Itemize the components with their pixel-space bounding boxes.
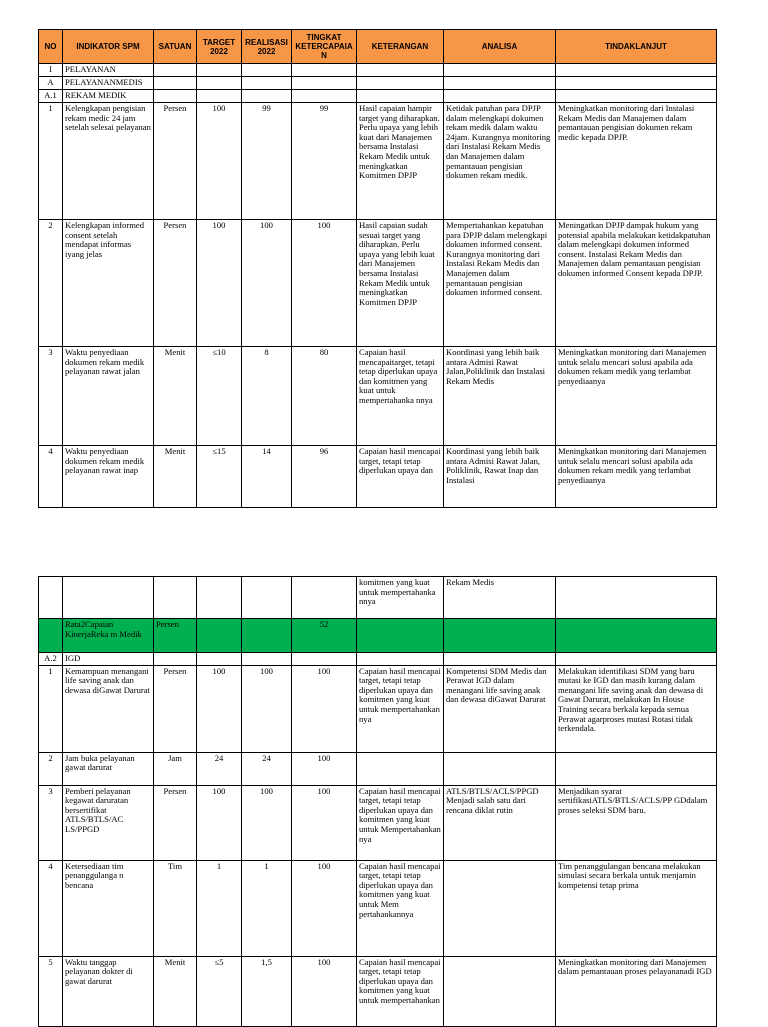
table-row [39, 956, 717, 1026]
cell-realisasi: 8 [242, 347, 292, 446]
cell-tingkat: 100 [292, 860, 357, 956]
average-row [39, 619, 717, 653]
cell-realisasi: 100 [242, 665, 292, 752]
average-satuan: Persen [154, 619, 197, 653]
table-row [39, 665, 717, 752]
cell-tingkat: 99 [292, 103, 357, 220]
cell-target: 24 [197, 752, 242, 785]
table-row [39, 347, 717, 446]
cell-satuan: Menit [154, 956, 197, 1026]
cell-satuan: Persen [154, 665, 197, 752]
cell-analisa [444, 956, 556, 1026]
table-row [39, 103, 717, 220]
cell-indikator: Ketersediaan tim penanggulanga n bencana [63, 860, 154, 956]
cell-satuan: Persen [154, 220, 197, 347]
cell-realisasi: 100 [242, 220, 292, 347]
cell-tindak: Meningatkan DPJP dampak hukum yang potensial apabila melakukan ketidakpatuhan dalam melengkapi dokumen informed consent. Instalasi Rekam Medis dan Manajemen dalam pemantauan pengisian dokumen informed Consent kepada DPJP. [556, 220, 717, 347]
cell-analisa [444, 860, 556, 956]
cell-tingkat: 100 [292, 956, 357, 1026]
header-analisa: ANALISA [444, 30, 556, 64]
cell-tindak: Tim penanggulangan bencana melakukan simulasi secara berkala untuk menjamin kompetensi tetap prima [556, 860, 717, 956]
cell-no: 4 [39, 446, 63, 508]
section-row [39, 64, 717, 77]
cell-realisasi: 100 [242, 785, 292, 860]
section-no: A [39, 77, 63, 90]
cell-indikator: Kelengkapan pengisian rekam medic 24 jam setelah selesai pelayanan [63, 103, 154, 220]
section-row [39, 90, 717, 103]
section-label: IGD [63, 653, 154, 666]
cell-satuan: Persen [154, 785, 197, 860]
cell-satuan: Jam [154, 752, 197, 785]
header-keterangan: KETERANGAN [357, 30, 444, 64]
table-row [39, 752, 717, 785]
average-label: Rata2Capaian KinerjaReka m Medik [63, 619, 154, 653]
cell-indikator: Kemampuan menangani life saving anak dan dewasa diGawat Darurat [63, 665, 154, 752]
section-no: I [39, 64, 63, 77]
cell-target: ≤10 [197, 347, 242, 446]
cell-tingkat: 100 [292, 752, 357, 785]
cell-target: ≤15 [197, 446, 242, 508]
cell-tingkat: 100 [292, 665, 357, 752]
header-satuan: SATUAN [154, 30, 197, 64]
cell-analisa: Mempertahankan kepatuhan para DPJP dalam melengkapi dokumen informed consent. Kurangnya monitoring dari Instalasi Rekam Medis dan Manajemen dalam pemantauan pengisian dokumen informed consent. [444, 220, 556, 347]
cell-satuan: Menit [154, 347, 197, 446]
cell-analisa: Koordinasi yang lebih baik antara Admisi Rawat Jalan,Poliklinik dan Instalasi Rekam Medis [444, 347, 556, 446]
cell-tindak: Meningkatkan monitoring dari Manajemen dalam pemantauan proses pelayananadi IGD [556, 956, 717, 1026]
section-no: A.2 [39, 653, 63, 666]
cell-no: 3 [39, 785, 63, 860]
header-target: TARGET 2022 [197, 30, 242, 64]
section-no: A.1 [39, 90, 63, 103]
cell-target: 1 [197, 860, 242, 956]
cell-no: 2 [39, 220, 63, 347]
cell-tindak: Meningkatkan monitoring dari Manajemen untuk selalu mencari solusi apabila ada dokumen rekam medik yang terlambat penyediaanya [556, 446, 717, 508]
cell-tingkat: 100 [292, 220, 357, 347]
header-tindak: TINDAKLANJUT [556, 30, 717, 64]
cell-target: ≤5 [197, 956, 242, 1026]
cell-tindak [556, 752, 717, 785]
cell-indikator: Kelengkapan informed consent setelah mendapat informas iyang jelas [63, 220, 154, 347]
cell-target: 100 [197, 220, 242, 347]
cell-satuan: Tim [154, 860, 197, 956]
section-label: PELAYANANMEDIS [63, 77, 154, 90]
cell-keterangan: Capaian hasil mencapai target, tetapi tetap diperlukan upaya dan komitmen yang kuat untuk Mempertahankan nya [357, 785, 444, 860]
section-label: PELAYANAN [63, 64, 154, 77]
cell-tindak: Meningkatkan monitoring dari Manajemen untuk selalu mencari solusi apabila ada dokumen rekam medik yang terlambat penyediaanya [556, 347, 717, 446]
cell-tingkat: 100 [292, 785, 357, 860]
cell-target: 100 [197, 103, 242, 220]
cell-keterangan: Hasil capaian sudah sesuai target yang diharapkan. Perlu upaya yang lebih kuat dari Manajemen bersama Instalasi Rekam Medik untuk meningkatkan Komitmen DPJP [357, 220, 444, 347]
cell-tingkat: 96 [292, 446, 357, 508]
cell-no: 1 [39, 665, 63, 752]
cell-target: 100 [197, 785, 242, 860]
section-row [39, 77, 717, 90]
cell-realisasi: 1,5 [242, 956, 292, 1026]
header-no: NO [39, 30, 63, 64]
average-tingkat: 52 [292, 619, 357, 653]
table-row-continued [39, 577, 717, 619]
cell-analisa: Ketidak patuhan para DPJP dalam melengkapi dokumen rekam medik dalam waktu 24jam. Kurangnya monitoring dari Instalasi Rekam Medis dan Manajemen dalam pemantauan pengisian dokumen rekam medik. [444, 103, 556, 220]
cell-target: 100 [197, 665, 242, 752]
cell-realisasi: 99 [242, 103, 292, 220]
spm-table-page-2 [38, 576, 717, 1027]
table-row [39, 785, 717, 860]
cell-keterangan: Capaian hasil mencapai target, tetapi tetap diperlukan upaya dan komitmen yang kuat untuk Mem pertahankannya [357, 860, 444, 956]
cell-no: 2 [39, 752, 63, 785]
section-label: REKAM MEDIK [63, 90, 154, 103]
cell-keterangan: Hasil capaian hampir target yang diharapkan. Perlu upaya yang lebih kuat dari Manajemen bersama Instalasi Rekam Medik untuk meningkatkan Komitmen DPJP [357, 103, 444, 220]
cell-tindak: Menjadikan syarat sertifikasiATLS/BTLS/ACLS/PP GDdalam proses seleksi SDM baru. [556, 785, 717, 860]
cell-indikator: Waktu penyediaan dokumen rekam medik pelayanan rawat jalan [63, 347, 154, 446]
cell-tingkat: 80 [292, 347, 357, 446]
cell-indikator: Waktu tanggap pelayanan dokter di gawat darurat [63, 956, 154, 1026]
header-indikator: INDIKATOR SPM [63, 30, 154, 64]
cell-keterangan: komitmen yang kuat untuk mempertahanka nnya [357, 577, 444, 619]
cell-tindak: Meningkatkan monitoring dari Instalasi Rekam Medis dan Manajemen dalam pemantauan pengisian dokumen rekam medic kepada DPJP. [556, 103, 717, 220]
header-realisasi: REALISASI 2022 [242, 30, 292, 64]
cell-analisa [444, 752, 556, 785]
cell-indikator: Pemberi pelayanan kegawat daruratan bersertifikat ATLS/BTLS/AC LS/PPGD [63, 785, 154, 860]
cell-no: 5 [39, 956, 63, 1026]
cell-keterangan: Capaian hasil mencapai target, tetapi tetap diperlukan upaya dan [357, 446, 444, 508]
cell-keterangan: Capaian hasil mencapai target, tetapi tetap diperlukan upaya dan komitmen yang kuat untuk mempertahankan nya [357, 665, 444, 752]
cell-no: 4 [39, 860, 63, 956]
header-tingkat: TINGKAT KETERCAPAIAN [292, 30, 357, 64]
cell-analisa: Kompetensi SDM Medis dan Perawat IGD dalam menangani life saving anak dan dewasa diGawat Darurat [444, 665, 556, 752]
cell-keterangan [357, 752, 444, 785]
cell-indikator: Waktu penyediaan dokumen rekam medik pelayanan rawat inap [63, 446, 154, 508]
cell-no: 3 [39, 347, 63, 446]
cell-keterangan: Capaian hasil mencapaitarget, tetapi tetap diperlukan upaya dan komitmen yang kuat untuk mempertahanka nnya [357, 347, 444, 446]
cell-satuan: Persen [154, 103, 197, 220]
cell-analisa: Koordinasi yang lebih baik antara Admisi Rawat Jalan, Poliklinik, Rawat Inap dan Instalasi [444, 446, 556, 508]
spm-table-page-1 [38, 29, 717, 508]
table-row [39, 446, 717, 508]
cell-indikator: Jam buka pelayanan gawat darurat [63, 752, 154, 785]
cell-tindak: Melakukan identifikasi SDM yang baru mutasi ke IGD dan masih kurang dalam menangani life saving anak dan dewasa di Gawat Darurat, melakukan In House Training secara berkala kepada semua Perawat agarproses mutasi Rotasi tidak terkendala. [556, 665, 717, 752]
cell-analisa: ATLS/BTLS/ACLS/PPGD Menjadi salah satu dari rencana diklat rutin [444, 785, 556, 860]
cell-no: 1 [39, 103, 63, 220]
cell-realisasi: 14 [242, 446, 292, 508]
cell-analisa: Rekam Medis [444, 577, 556, 619]
cell-realisasi: 24 [242, 752, 292, 785]
header-row [39, 30, 717, 64]
table-row [39, 860, 717, 956]
table-row [39, 220, 717, 347]
cell-realisasi: 1 [242, 860, 292, 956]
cell-keterangan: Capaian hasil mencapai target, tetapi tetap diperlukan upaya dan komitmen yang kuat untuk mempertahankan [357, 956, 444, 1026]
section-row [39, 653, 717, 666]
cell-satuan: Menit [154, 446, 197, 508]
